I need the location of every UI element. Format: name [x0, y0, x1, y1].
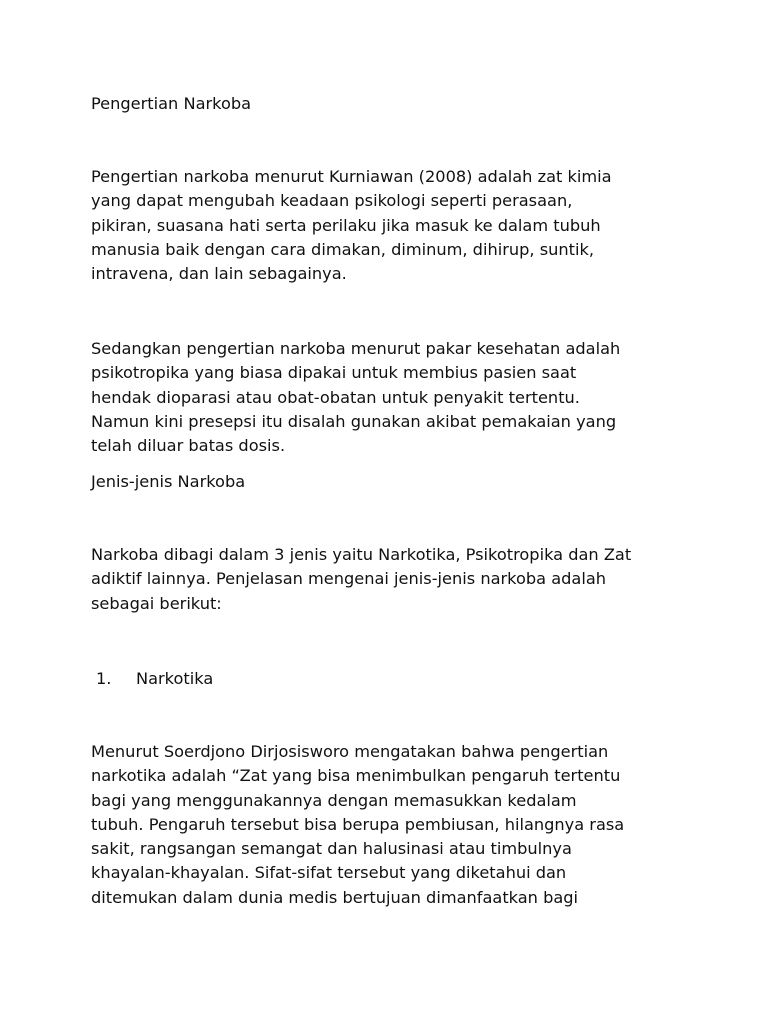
- paragraph-line: intravena, dan lain sebagainya.: [91, 264, 347, 284]
- paragraph-line: ditemukan dalam dunia medis bertujuan dimanfaatkan bagi: [91, 887, 579, 907]
- heading-pengertian-narkoba: [91, 92, 691, 116]
- paragraph-line: Pengertian narkoba menurut Kurniawan (2008) adalah zat kimia: [91, 167, 612, 186]
- list-label: Narkotika: [136, 669, 214, 688]
- paragraph-line: khayalan-khayalan. Sifat-sifat tersebut yang diketahui dan: [91, 863, 567, 883]
- paragraph-narkotika-definition: [91, 740, 691, 910]
- paragraph-line: Sedangkan pengertian narkoba menurut pakar kesehatan adalah: [91, 339, 621, 358]
- heading-text: Pengertian Narkoba: [91, 94, 252, 113]
- paragraph-line: pikiran, suasana hati serta perilaku jika masuk ke dalam tubuh: [91, 215, 601, 235]
- paragraph-line: psikotropika yang biasa dipakai untuk membius pasien saat: [91, 363, 577, 383]
- paragraph-definition-health-expert: [91, 337, 691, 458]
- paragraph-line: narkotika adalah “Zat yang bisa menimbulkan pengaruh tertentu: [91, 766, 621, 786]
- list-number: 1.: [96, 669, 112, 688]
- paragraph-line: tubuh. Pengaruh tersebut bisa berupa pembiusan, hilangnya rasa: [91, 814, 625, 834]
- paragraph-line: manusia baik dengan cara dimakan, diminum, dihirup, suntik,: [91, 239, 595, 259]
- paragraph-line: Narkoba dibagi dalam 3 jenis yaitu Narkotika, Psikotropika dan Zat: [91, 545, 632, 564]
- paragraph-line: yang dapat mengubah keadaan psikologi seperti perasaan,: [91, 191, 573, 211]
- paragraph-types-intro: [91, 543, 691, 616]
- heading-jenis-jenis-narkoba: [91, 470, 691, 494]
- paragraph-line: sebagai berikut:: [91, 593, 222, 613]
- paragraph-line: telah diluar batas dosis.: [91, 436, 286, 456]
- paragraph-line: Namun kini presepsi itu disalah gunakan akibat pemakaian yang: [91, 411, 617, 431]
- paragraph-line: Menurut Soerdjono Dirjosisworo mengatakan bahwa pengertian: [91, 742, 609, 761]
- list-item-narkotika: [96, 667, 213, 691]
- paragraph-line: hendak dioparasi atau obat-obatan untuk penyakit tertentu.: [91, 387, 580, 407]
- paragraph-definition-kurniawan: [91, 165, 691, 286]
- paragraph-line: adiktif lainnya. Penjelasan mengenai jenis-jenis narkoba adalah: [91, 569, 607, 589]
- paragraph-line: sakit, rangsangan semangat dan halusinasi atau timbulnya: [91, 839, 572, 859]
- heading-text: Jenis-jenis Narkoba: [91, 472, 246, 491]
- paragraph-line: bagi yang menggunakannya dengan memasukkan kedalam: [91, 790, 577, 810]
